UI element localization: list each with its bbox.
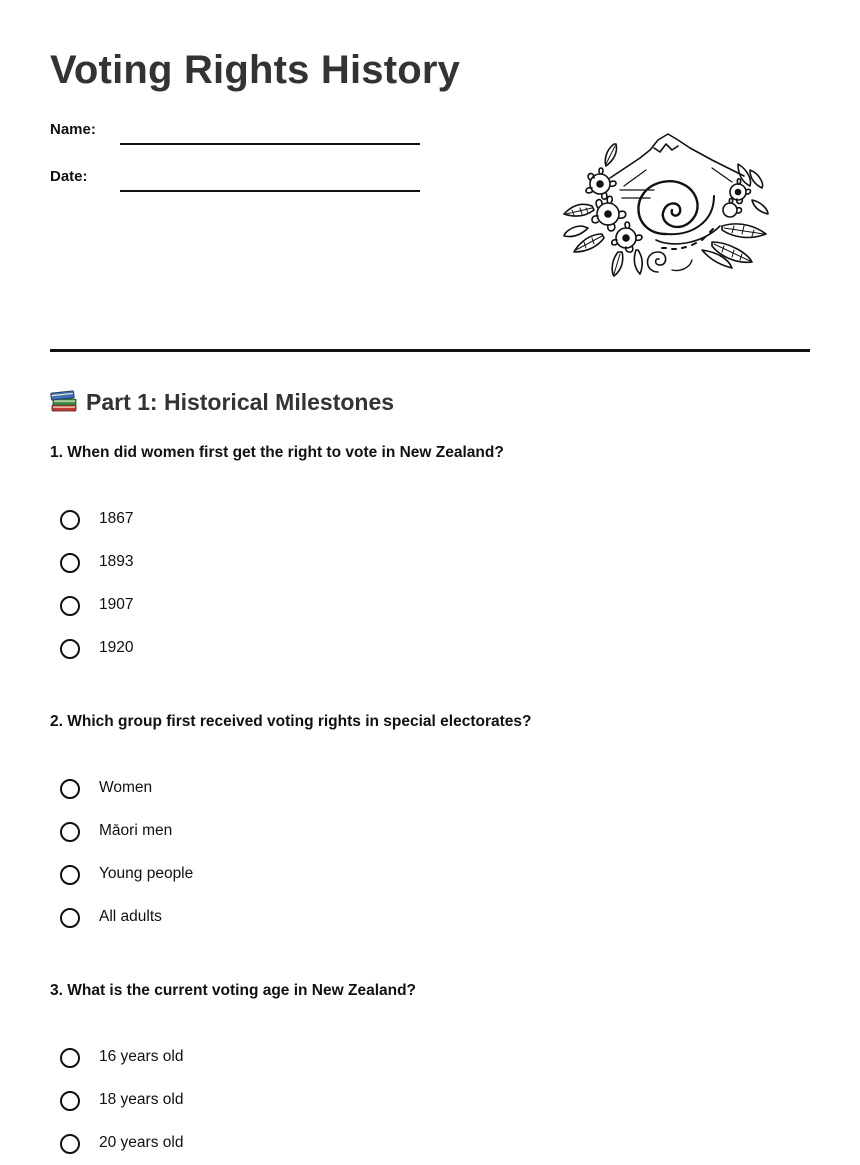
radio-button[interactable] xyxy=(60,639,80,659)
answer-option[interactable] xyxy=(60,810,760,853)
books-icon xyxy=(50,388,78,414)
option-label: All adults xyxy=(99,908,162,925)
answer-option[interactable] xyxy=(60,896,760,939)
part1-heading xyxy=(50,388,394,416)
radio-button[interactable] xyxy=(60,779,80,799)
radio-button[interactable] xyxy=(60,822,80,842)
page-title: Voting Rights History xyxy=(50,48,461,92)
option-label: 1920 xyxy=(99,639,134,656)
answer-option[interactable] xyxy=(60,584,760,627)
answer-option[interactable] xyxy=(60,1079,760,1122)
date-label: Date: xyxy=(50,168,88,185)
question-2-options xyxy=(60,767,760,939)
name-field-row xyxy=(50,118,430,148)
answer-option[interactable] xyxy=(60,1036,760,1079)
radio-button[interactable] xyxy=(60,553,80,573)
question-2-text: 2. Which group first received voting rights in special electorates? xyxy=(50,713,532,730)
option-label: 1867 xyxy=(99,510,134,527)
option-label: Māori men xyxy=(99,822,173,839)
question-1-options xyxy=(60,498,760,670)
name-field[interactable] xyxy=(120,143,420,145)
koru-emblem-icon xyxy=(562,130,772,280)
answer-option[interactable] xyxy=(60,627,760,670)
radio-button[interactable] xyxy=(60,1134,80,1154)
question-3-text: 3. What is the current voting age in New Zealand? xyxy=(50,982,417,999)
radio-button[interactable] xyxy=(60,1048,80,1068)
answer-option[interactable] xyxy=(60,767,760,810)
option-label: 18 years old xyxy=(99,1091,184,1108)
date-field[interactable] xyxy=(120,190,420,192)
radio-button[interactable] xyxy=(60,1091,80,1111)
radio-button[interactable] xyxy=(60,596,80,616)
question-3-options xyxy=(60,1036,760,1165)
option-label: 20 years old xyxy=(99,1134,184,1151)
section-divider xyxy=(50,349,810,352)
radio-button[interactable] xyxy=(60,510,80,530)
option-label: Young people xyxy=(99,865,194,882)
question-1 xyxy=(50,444,810,656)
option-label: Women xyxy=(99,779,153,796)
part1-title: Part 1: Historical Milestones xyxy=(86,389,395,415)
answer-option[interactable] xyxy=(60,498,760,541)
question-1-text: 1. When did women first get the right to vote in New Zealand? xyxy=(50,444,504,461)
radio-button[interactable] xyxy=(60,865,80,885)
answer-option[interactable] xyxy=(60,853,760,896)
date-field-row xyxy=(50,165,430,195)
answer-option[interactable] xyxy=(60,541,760,584)
name-label: Name: xyxy=(50,121,96,138)
question-3 xyxy=(50,982,810,1151)
option-label: 1893 xyxy=(99,553,134,570)
option-label: 16 years old xyxy=(99,1048,184,1065)
question-2 xyxy=(50,713,810,925)
option-label: 1907 xyxy=(99,596,134,613)
radio-button[interactable] xyxy=(60,908,80,928)
answer-option[interactable] xyxy=(60,1122,760,1165)
